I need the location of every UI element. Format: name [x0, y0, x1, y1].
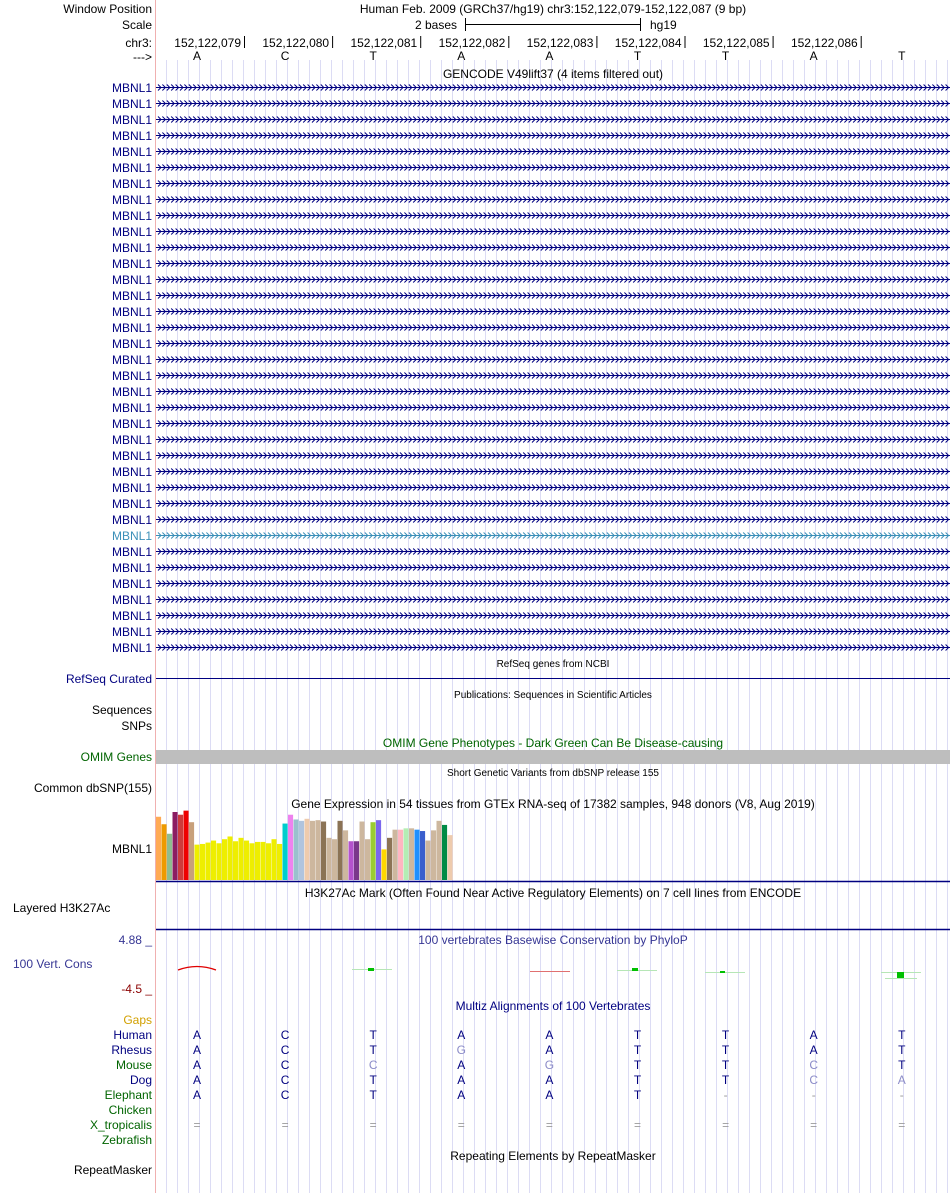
gtex-tissue-bar [162, 824, 167, 880]
gtex-tissue-bar [250, 843, 255, 880]
aligned-base: T [721, 1073, 730, 1087]
gtex-tissue-bar [305, 819, 310, 880]
omim-label[interactable]: OMIM Genes [80, 750, 152, 764]
gencode-transcript [156, 645, 950, 651]
gencode-transcript [156, 437, 950, 443]
gencode-transcript [156, 485, 950, 491]
scale-label: Scale [121, 18, 152, 32]
aligned-base: A [192, 1028, 201, 1042]
gencode-gene-label[interactable]: MBNL1 [111, 129, 152, 143]
chrom-label: chr3: [125, 36, 152, 50]
refseq-title[interactable]: RefSeq genes from NCBI [496, 659, 610, 670]
gencode-gene-label[interactable]: MBNL1 [111, 609, 152, 623]
gencode-transcript [156, 597, 950, 603]
dbsnp-title[interactable]: Short Genetic Variants from dbSNP release 155 [447, 768, 659, 779]
aligned-base: T [633, 1058, 642, 1072]
scale-value: 2 bases [415, 18, 458, 32]
aligned-base: T [721, 1043, 730, 1057]
gtex-tissue-bar [222, 839, 227, 880]
gtex-tissue-bar [167, 834, 172, 880]
gtex-tissue-bar [261, 842, 266, 880]
gtex-tissue-bar [349, 841, 354, 880]
gtex-tissue-bar [393, 830, 398, 880]
aligned-base: T [898, 1028, 906, 1042]
gtex-tissue-bar [244, 841, 249, 880]
aligned-base: A [192, 1088, 201, 1102]
gtex-label[interactable]: MBNL1 [111, 842, 152, 856]
gtex-tissue-bar [404, 828, 409, 880]
gencode-transcript [156, 549, 950, 555]
gencode-transcript [156, 149, 950, 155]
omim-gene-bar [156, 750, 950, 764]
reference-base: T [721, 49, 730, 63]
aligned-base: G [456, 1043, 466, 1057]
gencode-transcript [156, 101, 950, 107]
aligned-base: = [722, 1118, 730, 1132]
aligned-base: A [809, 1043, 818, 1057]
gencode-gene-label[interactable]: MBNL1 [111, 593, 152, 607]
gtex-tissue-bar [415, 830, 420, 880]
coordinate-label: 152,122,082 [438, 36, 506, 50]
gencode-transcript [156, 325, 950, 331]
gencode-gene-label[interactable]: MBNL1 [111, 561, 152, 575]
gtex-tissue-bar [195, 845, 200, 880]
gencode-transcript [156, 197, 950, 203]
aligned-base: T [721, 1028, 730, 1042]
gencode-gene-label[interactable]: MBNL1 [111, 465, 152, 479]
gencode-gene-label[interactable]: MBNL1 [111, 113, 152, 127]
gencode-gene-label[interactable]: MBNL1 [111, 209, 152, 223]
repeatmasker-title[interactable]: Repeating Elements by RepeatMasker [450, 1149, 656, 1163]
gtex-tissue-bar [211, 841, 216, 880]
gtex-tissue-bar [178, 815, 183, 880]
gencode-title[interactable]: GENCODE V49lift37 (4 items filtered out) [442, 67, 664, 81]
aligned-base: T [898, 1043, 906, 1057]
gencode-transcript [156, 229, 950, 235]
species-label[interactable]: Chicken [108, 1103, 152, 1117]
coordinate-label: 152,122,085 [702, 36, 770, 50]
gencode-transcript [156, 453, 950, 459]
aligned-base: A [545, 1073, 554, 1087]
gtex-tissue-bar [426, 841, 431, 880]
gtex-tissue-bar [420, 831, 425, 880]
gencode-gene-label[interactable]: MBNL1 [111, 545, 152, 559]
gencode-gene-label[interactable]: MBNL1 [111, 97, 152, 111]
gencode-gene-label[interactable]: MBNL1 [111, 625, 152, 639]
aligned-base: A [192, 1058, 201, 1072]
gtex-tissue-bar [371, 822, 376, 880]
sequences-label[interactable]: Sequences [91, 703, 152, 717]
gtex-tissue-bar [200, 844, 205, 880]
gencode-transcripts [156, 85, 950, 651]
dbsnp-label[interactable]: Common dbSNP(155) [33, 781, 152, 795]
species-label[interactable]: Elephant [104, 1088, 152, 1102]
gencode-gene-label[interactable]: MBNL1 [111, 337, 152, 351]
gencode-gene-label[interactable]: MBNL1 [111, 273, 152, 287]
gtex-tissue-bar [189, 822, 194, 880]
aligned-base: T [633, 1088, 642, 1102]
reference-base: C [280, 49, 290, 63]
aligned-base: = [545, 1118, 553, 1132]
aligned-base: T [633, 1043, 642, 1057]
aligned-base: = [898, 1118, 906, 1132]
aligned-base: T [633, 1028, 642, 1042]
gtex-tissue-bar [206, 843, 211, 880]
aligned-base: G [544, 1058, 555, 1072]
gtex-tissue-bar [327, 838, 332, 880]
gtex-tissue-bar [448, 835, 453, 880]
refseq-label[interactable]: RefSeq Curated [65, 672, 152, 686]
aligned-base: - [899, 1088, 904, 1102]
aligned-base: T [898, 1058, 906, 1072]
aligned-base: C [368, 1058, 378, 1072]
aligned-base: = [281, 1118, 289, 1132]
gtex-tissue-bar [156, 817, 161, 880]
phylop-signal [178, 967, 921, 979]
gencode-gene-label[interactable]: MBNL1 [111, 225, 152, 239]
gencode-transcript [156, 421, 950, 427]
gencode-transcript [156, 133, 950, 139]
aligned-base: T [369, 1073, 377, 1087]
aligned-base: A [192, 1043, 201, 1057]
aligned-base: C [280, 1073, 290, 1087]
aligned-base: A [897, 1073, 906, 1087]
aligned-base: C [280, 1043, 290, 1057]
aligned-base: A [457, 1073, 466, 1087]
gencode-transcript [156, 373, 950, 379]
reference-base: A [809, 49, 818, 63]
h3k27ac-label[interactable]: Layered H3K27Ac [13, 901, 111, 915]
publications-title[interactable]: Publications: Sequences in Scientific Articles [454, 690, 652, 701]
gencode-gene-label[interactable]: MBNL1 [111, 257, 152, 271]
coordinate-label: 152,122,080 [262, 36, 330, 50]
gtex-tissue-bar [239, 838, 244, 880]
gtex-tissue-bar [442, 825, 447, 880]
gencode-transcript [156, 165, 950, 171]
species-label[interactable]: Rhesus [111, 1043, 152, 1057]
phylop-title[interactable]: 100 vertebrates Basewise Conservation by PhyloP [418, 933, 688, 947]
aligned-base: = [810, 1118, 818, 1132]
h3k27ac-title[interactable]: H3K27Ac Mark (Often Found Near Active Regulatory Elements) on 7 cell lines from ENCODE [304, 886, 802, 900]
phylop-max-label: 4.88 _ [118, 933, 152, 947]
gencode-transcript [156, 469, 950, 475]
gencode-transcript [156, 613, 950, 619]
coordinate-label: 152,122,086 [790, 36, 858, 50]
snps-label[interactable]: SNPs [121, 719, 152, 733]
gencode-gene-label[interactable]: MBNL1 [111, 401, 152, 415]
gencode-transcript [156, 389, 950, 395]
gtex-tissue-bar [437, 821, 442, 880]
gtex-tissue-bar [343, 830, 348, 880]
reference-base: T [898, 49, 906, 63]
aligned-base: T [369, 1043, 377, 1057]
aligned-base: - [723, 1088, 728, 1102]
gencode-transcript [156, 117, 950, 123]
gencode-gene-label[interactable]: MBNL1 [111, 193, 152, 207]
gtex-tissue-bar [266, 843, 271, 880]
gtex-tissue-bar [184, 811, 189, 880]
aligned-base: = [457, 1118, 465, 1132]
gtex-tissue-bar [376, 820, 381, 880]
strand-label: ---> [133, 50, 152, 64]
aligned-base: = [633, 1118, 641, 1132]
aligned-base: C [809, 1058, 819, 1072]
gencode-gene-label[interactable]: MBNL1 [111, 577, 152, 591]
omim-title[interactable]: OMIM Gene Phenotypes - Dark Green Can Be Disease-causing [382, 736, 724, 750]
gtex-tissue-bar [272, 839, 277, 880]
aligned-base: C [280, 1058, 290, 1072]
gencode-transcript [156, 245, 950, 251]
gaps-label: Gaps [123, 1013, 152, 1027]
species-label[interactable]: Zebrafish [101, 1133, 152, 1147]
coordinate-label: 152,122,084 [614, 36, 682, 50]
phylop-min-label: -4.5 _ [121, 982, 152, 996]
gtex-tissue-bar [332, 839, 337, 880]
phylop-label[interactable]: 100 Vert. Cons [13, 957, 93, 971]
aligned-base: A [457, 1058, 466, 1072]
aligned-base: T [633, 1073, 642, 1087]
gencode-transcript [156, 629, 950, 635]
aligned-base: = [369, 1118, 377, 1132]
gtex-tissue-bar [255, 842, 260, 880]
gtex-tissue-bar [382, 849, 387, 880]
gencode-gene-label[interactable]: MBNL1 [111, 353, 152, 367]
gtex-tissue-bar [409, 828, 414, 880]
aligned-base: A [457, 1028, 466, 1042]
reference-base: T [633, 49, 642, 63]
gencode-gene-label[interactable]: MBNL1 [111, 641, 152, 655]
aligned-base: C [809, 1073, 819, 1087]
repeatmasker-label[interactable]: RepeatMasker [73, 1163, 152, 1177]
aligned-base: T [369, 1088, 377, 1102]
aligned-base: A [192, 1073, 201, 1087]
aligned-base: A [545, 1088, 554, 1102]
gtex-tissue-bar [228, 836, 233, 880]
gencode-gene-label[interactable]: MBNL1 [111, 161, 152, 175]
gencode-transcript [156, 181, 950, 187]
aligned-base: C [280, 1028, 290, 1042]
gtex-tissue-bar [321, 822, 326, 880]
gencode-gene-label[interactable]: MBNL1 [111, 321, 152, 335]
gtex-tissue-bar [277, 844, 282, 880]
gencode-gene-label[interactable]: MBNL1 [111, 369, 152, 383]
gtex-tissue-bar [398, 830, 403, 880]
aligned-base: C [280, 1088, 290, 1102]
gencode-gene-label[interactable]: MBNL1 [111, 241, 152, 255]
aligned-base: T [369, 1028, 377, 1042]
gencode-gene-label[interactable]: MBNL1 [111, 449, 152, 463]
multiz-title[interactable]: Multiz Alignments of 100 Vertebrates [455, 999, 651, 1013]
gtex-title[interactable]: Gene Expression in 54 tissues from GTEx RNA-seq of 17382 samples, 948 donors (V8, Aug 2019) [291, 797, 815, 811]
gencode-gene-label[interactable]: MBNL1 [111, 81, 152, 95]
gtex-tissue-bar [217, 843, 222, 880]
aligned-base: A [545, 1028, 554, 1042]
gencode-gene-label[interactable]: MBNL1 [111, 177, 152, 191]
window-position-value: Human Feb. 2009 (GRCh37/hg19) chr3:152,122,079-152,122,087 (9 bp) [359, 2, 747, 16]
coordinate-label: 152,122,083 [526, 36, 594, 50]
gencode-transcript [156, 581, 950, 587]
gencode-transcript [156, 533, 950, 539]
gencode-transcript [156, 501, 950, 507]
species-label[interactable]: Dog [129, 1073, 152, 1087]
gencode-transcript [156, 85, 950, 91]
gencode-gene-label[interactable]: MBNL1 [111, 145, 152, 159]
gencode-gene-label[interactable]: MBNL1 [111, 289, 152, 303]
gtex-tissue-bar [288, 815, 293, 880]
reference-base: A [545, 49, 554, 63]
scale-bar [465, 18, 641, 31]
gtex-tissue-bar [316, 820, 321, 880]
gtex-tissue-bar [354, 841, 359, 880]
gencode-gene-label[interactable]: MBNL1 [111, 305, 152, 319]
reference-base: A [457, 49, 466, 63]
coordinate-label: 152,122,081 [350, 36, 418, 50]
gencode-transcript [156, 277, 950, 283]
gencode-gene-label[interactable]: MBNL1 [111, 481, 152, 495]
gtex-tissue-bar [365, 839, 370, 880]
gencode-gene-label[interactable]: MBNL1 [111, 513, 152, 527]
gencode-gene-label[interactable]: MBNL1 [111, 529, 152, 543]
gencode-transcript [156, 213, 950, 219]
aligned-base: A [545, 1043, 554, 1057]
gtex-tissue-bar [299, 821, 304, 880]
gencode-transcript [156, 341, 950, 347]
reference-base: T [369, 49, 377, 63]
gencode-transcript [156, 405, 950, 411]
gencode-gene-label[interactable]: MBNL1 [111, 417, 152, 431]
species-label[interactable]: Mouse [115, 1058, 152, 1072]
gencode-gene-label[interactable]: MBNL1 [111, 497, 152, 511]
gtex-tissue-bar [360, 822, 365, 880]
aligned-base: A [457, 1088, 466, 1102]
gencode-transcript [156, 261, 950, 267]
aligned-base: T [721, 1058, 730, 1072]
scale-assembly: hg19 [650, 18, 677, 32]
gencode-transcript [156, 565, 950, 571]
gencode-gene-label[interactable]: MBNL1 [111, 385, 152, 399]
gencode-transcript [156, 309, 950, 315]
gtex-tissue-bar [233, 841, 238, 880]
reference-base: A [192, 49, 201, 63]
gtex-tissue-bar [173, 812, 178, 880]
base-grid-lines [167, 60, 948, 1193]
gtex-tissue-bar [338, 821, 343, 880]
gencode-transcript [156, 357, 950, 363]
gtex-tissue-bar [294, 819, 299, 880]
aligned-base: - [811, 1088, 816, 1102]
coordinate-label: 152,122,079 [174, 36, 241, 50]
gencode-transcript [156, 517, 950, 523]
aligned-base: A [809, 1028, 818, 1042]
gtex-tissue-bar [310, 821, 315, 880]
gencode-transcript [156, 293, 950, 299]
species-label[interactable]: Human [113, 1028, 152, 1042]
gtex-tissue-bar [387, 838, 392, 880]
window-position-label: Window Position [63, 2, 152, 16]
gtex-tissue-bar [283, 824, 288, 880]
gtex-tissue-bar [431, 830, 436, 880]
aligned-base: = [193, 1118, 201, 1132]
species-label[interactable]: X_tropicalis [89, 1118, 152, 1132]
gencode-gene-label[interactable]: MBNL1 [111, 433, 152, 447]
